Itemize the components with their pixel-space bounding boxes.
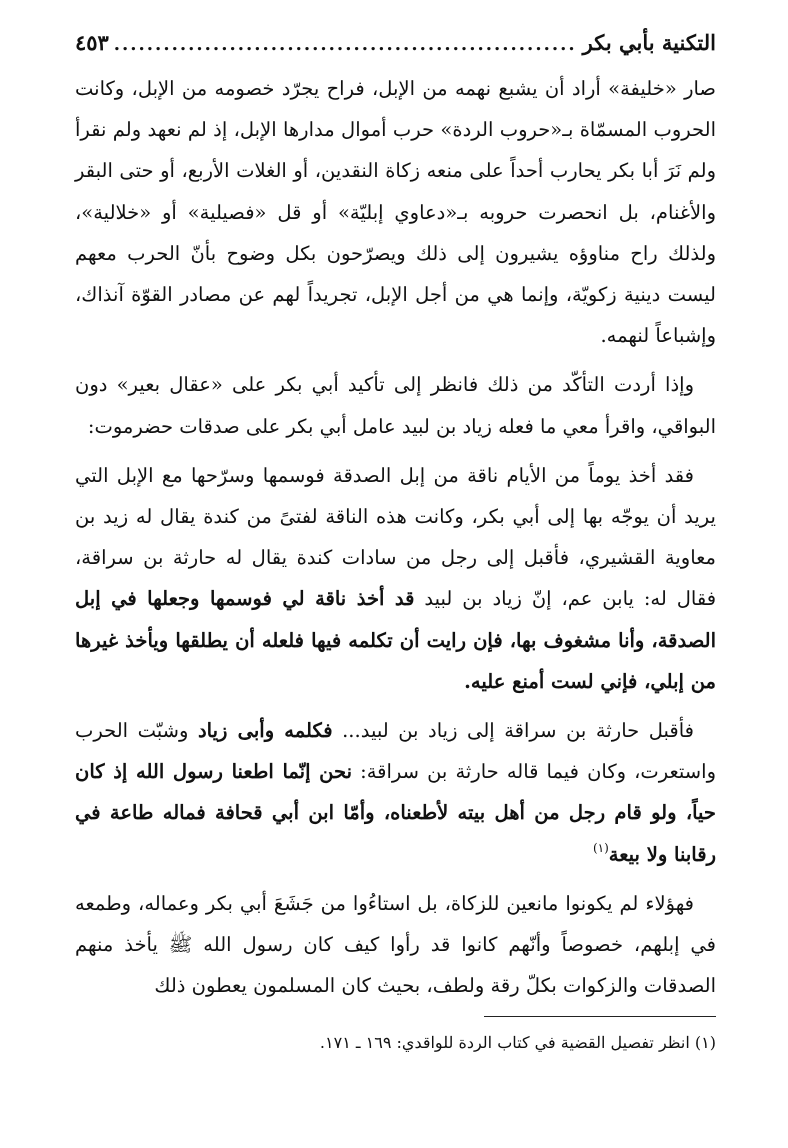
paragraph-4-text-a: فأقبل حارثة بن سراقة إلى زياد بن لبيد... [342,719,694,743]
chapter-title: التكنية بأبي بكر [582,30,716,55]
paragraph-4-quote: نحن إنّما اطعنا رسول الله إذ كان حياً، ولو قام رجل من أهل بيته لأطعناه، وأمّا ابن أبي قحافة فماله طاعة في رقابنا ولا بيعة [75,760,716,866]
paragraph-4-text-b: وشبّت الحرب واستعرت، وكان فيما قاله حارثة بن سراقة: [75,719,716,784]
footnote: (١) انظر تفصيل القضية في كتاب الردة للواقدي: ١٦٩ ـ ١٧١. [319,1033,716,1052]
paragraph-3-quote: قد أخذ ناقة لي فوسمها وجعلها في إبل الصدقة، وأنا مشغوف بها، فإن رايت أن تكلمه فيها فلعله أن يطلقها ويأخذ غيرها من إبلي، فإني لست أمنع عليه. [75,587,716,693]
paragraph-5: فهؤلاء لم يكونوا مانعين للزكاة، بل استاءُوا من جَشَعَ أبي بكر وعماله، وطمعه في إبلهم، خصوصاً وأنّهم كانوا قد رأوا كيف كان رسول الله ﷺ يأخذ منهم الصدقات والزكوات بكلّ رقة ولطف، بحيث كان المسلمون يعطون ذلك [75,891,716,998]
paragraph-4-bold-a: فكلمه وأبى زياد [197,719,333,743]
page-number: ٤٥٣ [75,30,109,55]
footnote-separator [484,1016,716,1017]
header-dot-leader [115,34,577,55]
paragraph-2: وإذا أردت التأكّد من ذلك فانظر إلى تأكيد أبي بكر على «عقال بعير» دون البواقي، واقرأ معي ما فعله زياد بن لبيد عامل أبي بكر على صدقات حضرموت: [75,373,716,438]
running-header [75,30,716,64]
paragraph-1: صار «خليفة» أراد أن يشبع نهمه من الإبل، فراح يجرّد خصومه من الإبل، وكانت الحروب المسمّاة بـ«حروب الردة» حرب أموال مدارها الإبل، إذ لم نعهد ولم نقرأ ولم نَرَ أبا بكر يحارب أحداً على منعه زكاة النقدين، أو الغلات الأربع، أو حتى البقر والأغنام، بل انحصرت حروبه بـ«دعاوي إبليّة» أو قل «فصيلية» أو «خلالية»، ولذلك راح مناوؤه يشيرون إلى ذلك ويصرّحون بكل وضوح بأنّ الحرب معهم ليست دينية زكويّة، وإنما هي من أجل الإبل، تجريداً لهم عن مصادر القوّة آنذاك، وإشباعاً لنهمه. [75,77,716,348]
paragraph-4 [75,710,716,875]
paragraph-3-text: فقد أخذ يوماً من الأيام ناقة من إبل الصدقة فوسمها وسرّحها مع الإبل التي يريد أن يوجّه بها إلى أبي بكر، وكانت هذه الناقة لفتىً من كندة يقال له زيد بن معاوية القشيري، فأقبل إلى رجل من سادات كندة يقال له حارثة بن سراقة، فقال له: يابن عم، إنّ زياد بن لبيد [75,463,717,611]
main-text [75,68,716,1014]
paragraph-3 [75,455,716,702]
footnote-reference[interactable]: (١) [592,840,609,855]
